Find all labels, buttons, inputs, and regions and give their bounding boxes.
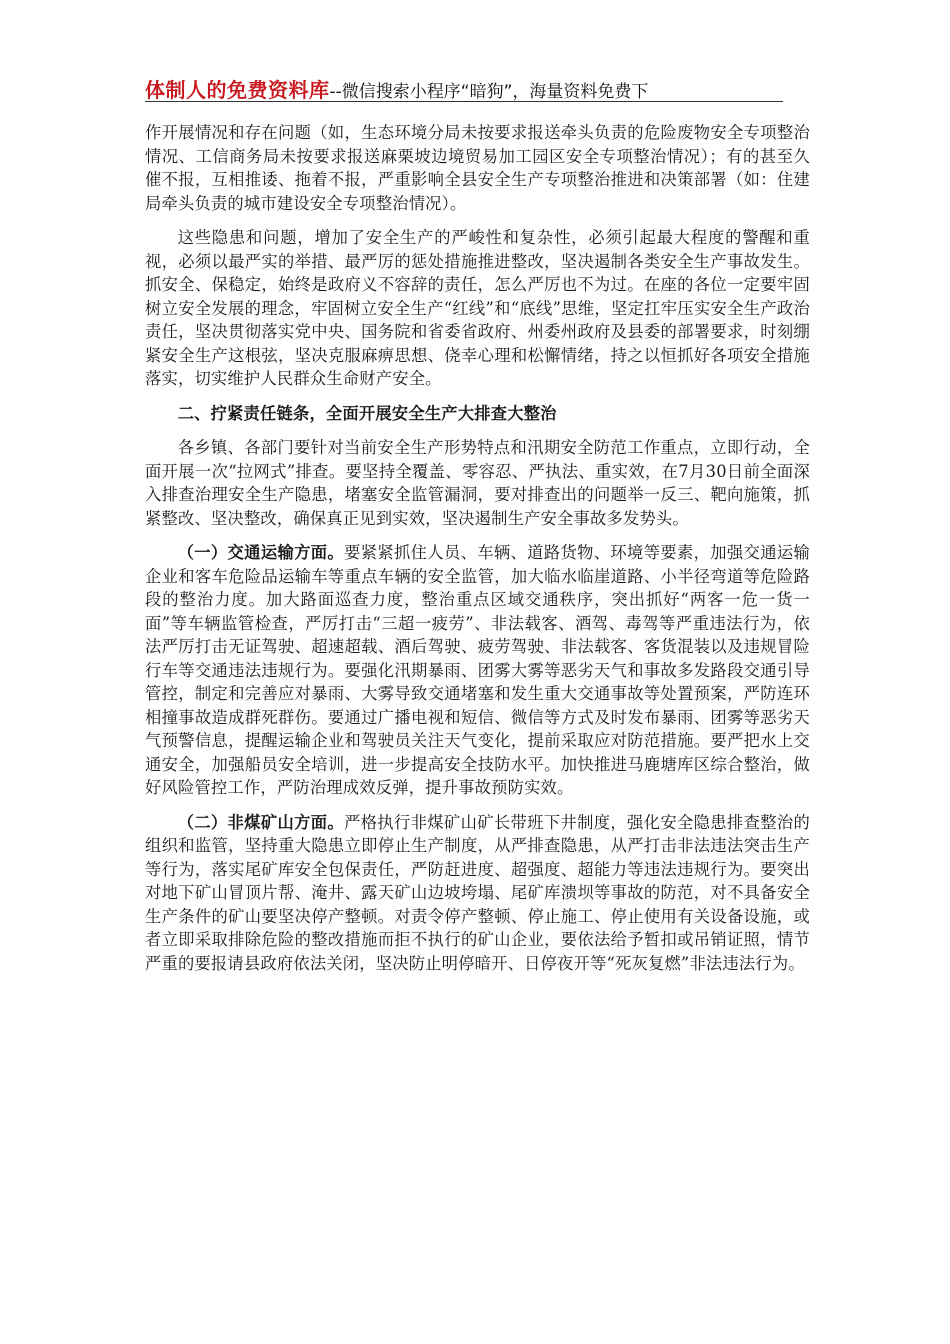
header-tagline: --微信搜索小程序“暗狗”，海量资料免费下: [329, 82, 649, 102]
subsection-title-mining: （二）非煤矿山方面。: [177, 812, 345, 832]
section-heading-2: 二、拧紧责任链条，全面开展安全生产大排查大整治: [177, 403, 557, 423]
subsection-text-transport: 要紧紧抓住人员、车辆、道路货物、环境等要素，加强交通运输企业和客车危险品运输车等重点车辆的安全监管，加大临水临崖道路、小半径弯道等危险路段的整治力度。加大路面巡查力度，整治重点区域交通秩序，突出抓好“两客一危一货一面”等车辆监管检查，严厉打击“三超一疲劳”、非法载客、酒驾、毒驾等严重违法行为，依法严厉打击无证驾驶、超速超载、酒后驾驶、疲劳驾驶、非法载客、客货混装以及违规冒险行车等交通违法违规行为。要强化汛期暴雨、团雾大雾等恶劣天气和事故多发路段交通引导管控，制定和完善应对暴雨、大雾导致交通堵塞和发生重大交通事故等处置预案，严防连环相撞事故造成群死群伤。要通过广播电视和短信、微信等方式及时发布暴雨、团雾等恶劣天气预警信息，提醒运输企业和驾驶员关注天气变化，提前采取应对防范措施。要严把水上交通安全，加强船员安全培训，进一步提高安全技防水平。加快推进马鹿塘库区综合整治，做好风险管控工作，严防治理成效反弹，提升事故预防实效。: [145, 543, 810, 797]
subsection-title-transport: （一）交通运输方面。: [177, 543, 345, 562]
subsection-text-mining: 严格执行非煤矿山矿长带班下井制度，强化安全隐患排查整治的组织和监管，坚持重大隐患立即停止生产制度，从严排查隐患，从严打击非法违法突击生产等行为，落实尾矿库安全包保责任，严防赶进度、超强度、超能力等违法违规行为。要突出对地下矿山冒顶片帮、淹井、露天矿山边坡垮塌、尾矿库溃坝等事故的防范，对不具备安全生产条件的矿山要坚决停产整顿。对责令停产整顿、停止施工、停止使用有关设备设施，或者立即采取排除危险的整改措施而拒不执行的矿山企业，要依法给予暂扣或吊销证照，情节严重的要报请县政府依法关闭，坚决防止明停暗开、日停夜开等“死灰复燃”非法违法行为。: [145, 812, 810, 973]
paragraph-mining: [145, 811, 810, 976]
header-divider: [145, 101, 783, 102]
paragraph-transport: [145, 541, 810, 800]
paragraph-inspection: 各乡镇、各部门要针对当前安全生产形势特点和汛期安全防范工作重点，立即行动，全面开展一次“拉网式”排查。要坚持全覆盖、零容忍、严执法、重实效，在7月30日前全面深入排查治理安全生产隐患，堵塞安全监管漏洞，要对排查出的问题举一反三、靶向施策，抓紧整改、坚决整改，确保真正见到实效，坚决遏制生产安全事故多发势头。: [145, 438, 810, 528]
paragraph-continuation: 作开展情况和存在问题（如，生态环境分局未按要求报送牵头负责的危险废物安全专项整治情况、工信商务局未按要求报送麻栗坡边境贸易加工园区安全专项整治情况）；有的甚至久催不报，互相推诿、拖着不报，严重影响全县安全生产专项整治推进和决策部署（如：住建局牵头负责的城市建设安全专项整治情况）。: [145, 123, 810, 213]
paragraph-hazards: 这些隐患和问题，增加了安全生产的严峻性和复杂性，必须引起最大程度的警醒和重视，必须以最严实的举措、最严厉的惩处措施推进整改，坚决遏制各类安全生产事故发生。抓安全、保稳定，始终是政府义不容辞的责任，怎么严厉也不为过。在座的各位一定要牢固树立安全发展的理念，牢固树立安全生产“红线”和“底线”思维，坚定扛牢压实安全生产政治责任，坚决贯彻落实党中央、国务院和省委省政府、州委州政府及县委的部署要求，时刻绷紧安全生产这根弦，坚决克服麻痹思想、侥幸心理和松懈情绪，持之以恒抓好各项安全措施落实，切实维护人民群众生命财产安全。: [145, 228, 810, 388]
document-body: [145, 121, 810, 986]
page-header: [145, 74, 783, 102]
header-brand: 体制人的免费资料库: [145, 78, 330, 102]
